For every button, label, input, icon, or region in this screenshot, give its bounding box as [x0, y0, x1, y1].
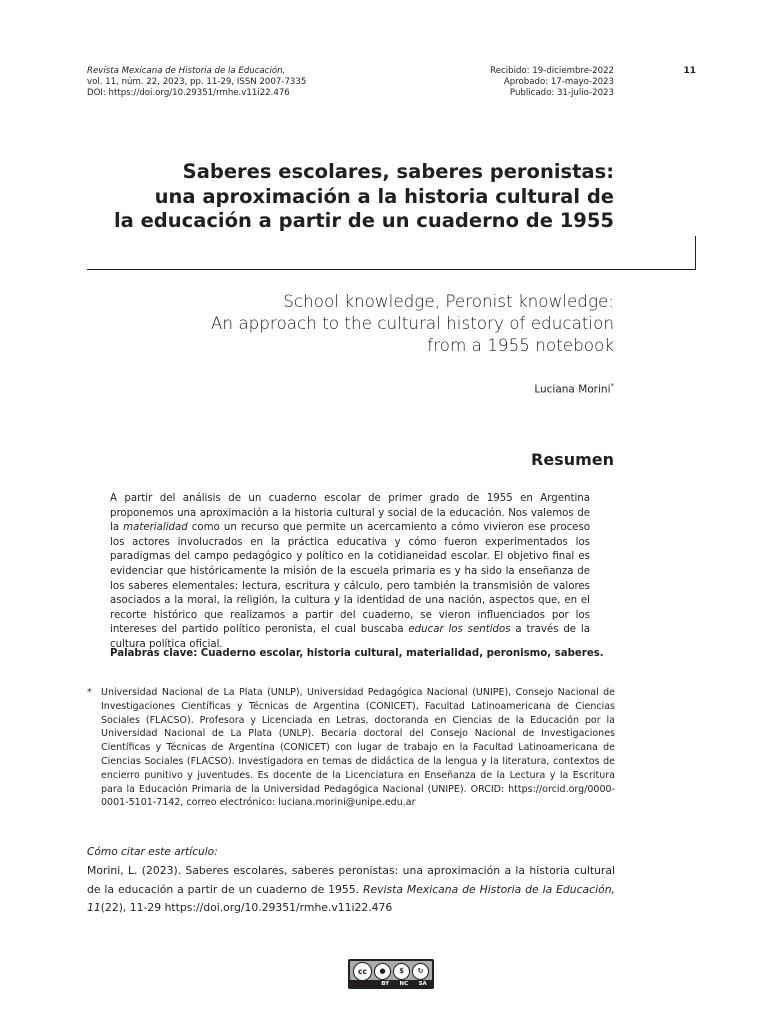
page-number: 11 [683, 66, 696, 76]
journal-name: Revista Mexicana de Historia de la Educación, [87, 66, 286, 76]
title-divider [87, 269, 696, 270]
date-received: Recibido: 19-diciembre-2022 [490, 66, 614, 76]
license-labels [376, 980, 432, 988]
title-es-line: la educación a partir de un cuaderno de 1955 [113, 209, 614, 232]
license-icons [348, 961, 434, 981]
author [534, 382, 614, 396]
date-approved: Aprobado: 17-mayo-2023 [503, 77, 614, 87]
abstract-text [110, 492, 590, 653]
no-dollar-icon: $ [393, 963, 410, 980]
abstract-emphasis: materialidad [123, 522, 188, 534]
license-label-by: BY [381, 981, 390, 987]
abstract-emphasis: educar los sentidos [408, 624, 511, 636]
citation-journal: Revista Mexicana de Historia de la Educación, 11 [87, 882, 615, 914]
abstract-heading: Resumen [531, 450, 614, 469]
title-divider-vertical [695, 236, 696, 270]
title-en-line: An approach to the cultural history of education [210, 313, 614, 333]
citation-text [87, 862, 615, 918]
title-english [54, 290, 614, 356]
date-published: Publicado: 31-julio-2023 [509, 88, 614, 98]
author-footnote [87, 686, 615, 810]
journal-volume: vol. 11, núm. 22, 2023, pp. 11-29, ISSN 2007-7335 [87, 77, 307, 87]
citation-heading: Cómo citar este artículo: [87, 846, 218, 858]
title-en-line: from a 1955 notebook [427, 335, 614, 355]
citation-part[interactable]: (22), 11-29 https://doi.org/10.29351/rmhe.v11i22.476 [100, 901, 393, 914]
keywords: Palabras clave: Cuaderno escolar, historia cultural, materialidad, peronismo, saberes. [110, 648, 604, 659]
journal-info [87, 66, 306, 99]
abstract-part: a través de la cultura política oficial. [110, 624, 590, 650]
footnote-text: Universidad Nacional de La Plata (UNLP), Universidad Pedagógica Nacional (UNIPE), Consejo Nacional de Investigaciones Científicas y Técnicas de Argentina (CONICET), Facultad Latinoamericana de Ciencias Sociales (FLACSO). Profesora y Licenciada en Letras, doctoranda en Ciencias de la Educación por la Universidad Nacional de La Plata (UNLP). Becaria doctoral del Consejo Nacional de Investigaciones Científicas y Técnicas de Argentina (CONICET) con lugar de trabajo en la Facultad Latinoamericana de Ciencias Sociales (FLACSO). Investigadora en temas de didáctica de la lengua y la literatura, contextos de encierro punitivo y juventudes. Es docente de la Licenciatura en Enseñanza de la Lectura y la Escritura para la Educación Primaria de la Universidad Pedagógica Nacional (UNIPE). ORCID: https://orcid.org/0000-0001-5101-7142, correo electrónico: luciana.morini@unipe.edu.ar [101, 687, 615, 809]
title-es-line: Saberes escolares, saberes peronistas: [182, 160, 614, 183]
license-badge[interactable] [348, 959, 434, 989]
license-label-sa: SA [418, 981, 427, 987]
title-es-line: una aproximación a la historia cultural de [154, 184, 614, 208]
citation-part: Morini, L. (2023). Saberes escolares, saberes peronistas: una aproximación a la historia cultural de la educación a partir de un cuaderno de 1955. [87, 864, 615, 896]
cc-icon: cc [353, 962, 372, 981]
footnote-mark: * [87, 687, 92, 698]
license-label-nc: NC [399, 981, 409, 987]
title-en-line: School knowledge, Peronist knowledge: [283, 291, 614, 311]
share-alike-icon: ↻ [412, 963, 429, 980]
abstract-part: como un recurso que permite un acercamiento a cómo vivieron ese proceso los actores involucrados en la práctica educativa y cómo fueron experimentados los paradigmas del campo pedagógico y político en la cotidianeidad escolar. El objetivo final es evidenciar que históricamente la misión de la escuela primaria es y ha sido la enseñanza de los saberes elementales: lectura, escritura y cálculo, pero también la transmisión de valores asociados a la moral, la religión, la cultura y la identidad de una nación, aspectos que, en el recorte histórico que realizamos a partir del cuaderno, se vieron influenciados por los intereses del partido político peronista, el cual buscaba [110, 522, 590, 636]
author-footnote-mark[interactable]: * [610, 382, 614, 390]
person-icon: ● [374, 963, 391, 980]
title-spanish [54, 160, 614, 234]
journal-doi[interactable]: DOI: https://doi.org/10.29351/rmhe.v11i22.476 [87, 88, 290, 98]
abstract-part: A partir del análisis de un cuaderno escolar de primer grado de 1955 en Argentina proponemos una aproximación a la historia cultural y social de la educación. Nos valemos de la [110, 493, 590, 534]
article-dates [490, 66, 614, 99]
author-name: Luciana Morini [534, 383, 611, 396]
